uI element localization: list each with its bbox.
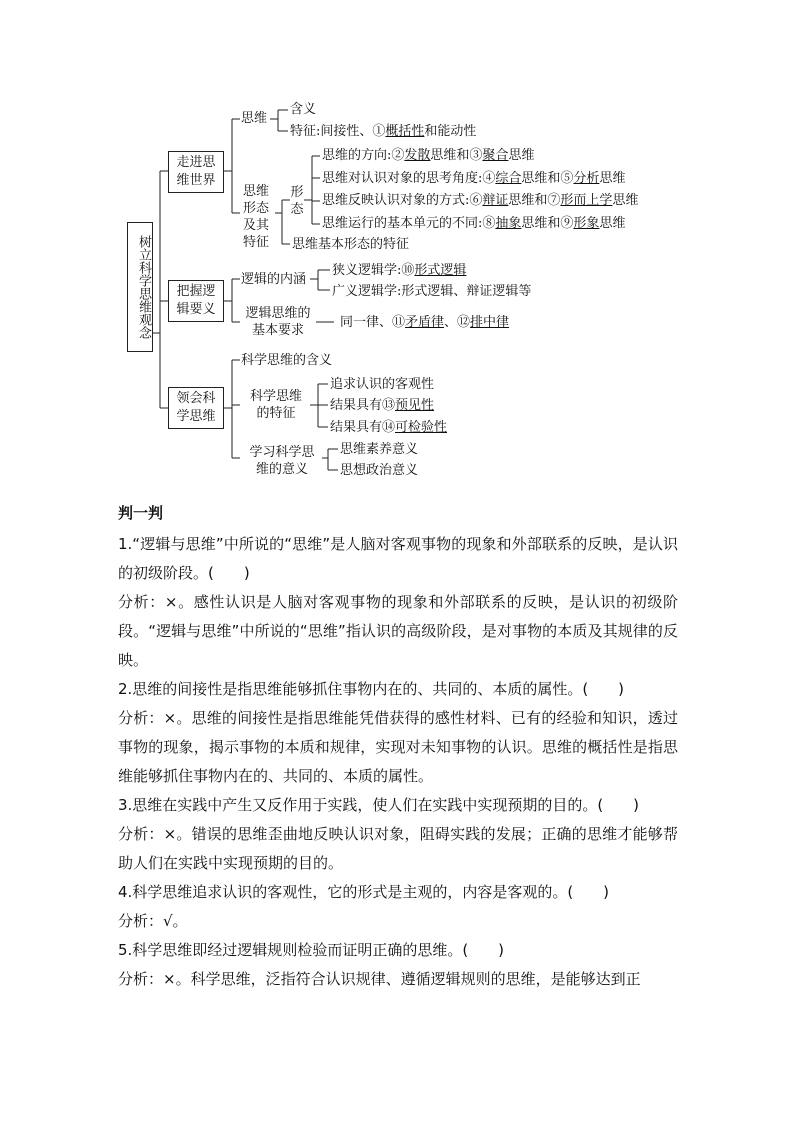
analysis-1: 分析：×。感性认识是人脑对客观事物的现象和外部联系的反映，是认识的初级阶段。“逻辑与思维”中所说的“思维”指认识的高级阶段，是对事物的本质及其规律的反映。 (118, 593, 678, 669)
node-features (242, 388, 310, 422)
text: 、⑫ (444, 315, 471, 330)
text: 思维和③ (430, 148, 483, 163)
node-significance (242, 444, 322, 478)
text: 同一律、⑪ (340, 315, 406, 330)
feature-2 (330, 397, 434, 414)
text: 和能动性 (424, 124, 477, 139)
question-4: 4.科学思维追求认识的客观性，它的形式是主观的，内容是客观的。( ) (118, 883, 610, 901)
text: 特征:间接性、① (290, 124, 386, 139)
answer: 聚合 (482, 148, 509, 163)
judge-section (118, 500, 678, 994)
form-2 (322, 170, 625, 187)
text: 形 (290, 185, 304, 200)
text: 形态 (242, 201, 269, 216)
node-hanyi: 含义 (290, 102, 317, 117)
text: 思维和⑨ (521, 216, 574, 231)
text: 思维 (612, 193, 639, 208)
text: 思维 (599, 171, 626, 186)
text: 思维和⑤ (521, 171, 574, 186)
text: 科学思维 (249, 389, 302, 404)
answer: 概括性 (385, 124, 425, 139)
analysis-2: 分析：×。思维的间接性是指思维能凭借获得的感性材料、已有的经验和知识，透过事物的现象，揭示事物的本质和规律，实现对未知事物的认识。思维的概括性是指思维能够抓住事物内在的、共同的、本质的属性。 (118, 709, 678, 785)
branch-3-line-2: 学思维 (176, 409, 216, 424)
text: 态 (290, 202, 304, 217)
root-node: 树立科学思维观念 (127, 222, 153, 352)
answer: 辩证 (482, 193, 509, 208)
feature-1: 追求认识的客观性 (330, 377, 435, 392)
form-3 (322, 192, 638, 209)
answer: 形象 (573, 216, 600, 231)
mind-map (0, 0, 794, 495)
text: 思维和⑦ (508, 193, 561, 208)
text: 思维运行的基本单元的不同:⑧ (322, 216, 496, 231)
branch-box-2 (168, 280, 224, 322)
text: 逻辑思维的 (245, 306, 311, 321)
node-tezheng (290, 123, 476, 140)
question-3: 3.思维在实践中产生又反作用于实践，使人们在实践中实现预期的目的。( ) (118, 796, 640, 814)
answer: 排中律 (470, 315, 510, 330)
text: 学习科学思 (249, 445, 315, 460)
analysis-5: 分析：×。科学思维，泛指符合认识规律、遵循逻辑规则的思维，是能够达到正 (118, 970, 641, 988)
node-basic-features: 思维基本形态的特征 (292, 237, 410, 252)
text: 及其 (242, 218, 269, 233)
text: 思维反映认识对象的方式:⑥ (322, 193, 483, 208)
text: 狭义逻辑学:⑩ (332, 263, 415, 278)
answer: 形而上学 (560, 193, 613, 208)
answer: 可检验性 (395, 420, 448, 435)
answer: 综合 (495, 171, 522, 186)
answer: 形式逻辑 (414, 263, 467, 278)
form-4 (322, 215, 625, 232)
text: 思维 (242, 184, 269, 199)
node-requirements (240, 305, 316, 339)
analysis-3: 分析：×。错误的思维歪曲地反映认识对象，阻碍实践的发展；正确的思维才能够帮助人们在实践中实现预期的目的。 (118, 825, 678, 872)
text: 思维 (599, 216, 626, 231)
text: 思维对认识对象的思考角度:④ (322, 171, 496, 186)
text: 特征 (242, 235, 269, 250)
answer: 预见性 (395, 398, 435, 413)
branch-1-line-2: 维世界 (176, 173, 216, 188)
node-narrow (332, 262, 466, 279)
question-5: 5.科学思维即经过逻辑规则检验而证明正确的思维。( ) (118, 941, 505, 959)
node-laws (340, 314, 509, 331)
text: 思维的方向:② (322, 148, 405, 163)
node-siwei: 思维 (241, 111, 268, 126)
text: 的特征 (256, 406, 296, 421)
text: 结果具有⑬ (330, 398, 396, 413)
branch-3-line-1: 领会科 (176, 391, 216, 406)
question-2: 2.思维的间接性是指思维能够抓住事物内在的、共同的、本质的属性。( ) (118, 680, 625, 698)
branch-box-3 (168, 387, 224, 429)
text: 维的意义 (255, 462, 308, 477)
text: 思维 (508, 148, 535, 163)
section-heading: 判一判 (118, 504, 164, 522)
answer: 矛盾律 (405, 315, 445, 330)
text: 结果具有⑭ (330, 420, 396, 435)
answer: 发散 (404, 148, 431, 163)
node-xingtai-side (238, 183, 274, 251)
branch-box-1 (168, 151, 224, 193)
node-neihan: 逻辑的内涵 (241, 272, 307, 287)
node-meaning: 科学思维的含义 (241, 353, 333, 368)
answer: 分析 (573, 171, 600, 186)
node-xingtai-mid (290, 184, 304, 218)
branch-2-line-2: 辑要义 (176, 302, 216, 317)
node-broad: 广义逻辑学:形式逻辑、辩证逻辑等 (332, 284, 532, 299)
sig-2: 思想政治意义 (340, 463, 419, 478)
text: 基本要求 (251, 323, 304, 338)
answer: 抽象 (495, 216, 522, 231)
analysis-4: 分析：√。 (118, 912, 188, 930)
feature-3 (330, 419, 447, 436)
sig-1: 思维素养意义 (340, 442, 419, 457)
question-1: 1.“逻辑与思维”中所说的“思维”是人脑对客观事物的现象和外部联系的反映，是认识的初级阶段。( ) (118, 535, 678, 582)
form-1 (322, 147, 534, 164)
branch-1-line-1: 走进思 (176, 155, 216, 170)
branch-2-line-1: 把握逻 (176, 284, 216, 299)
